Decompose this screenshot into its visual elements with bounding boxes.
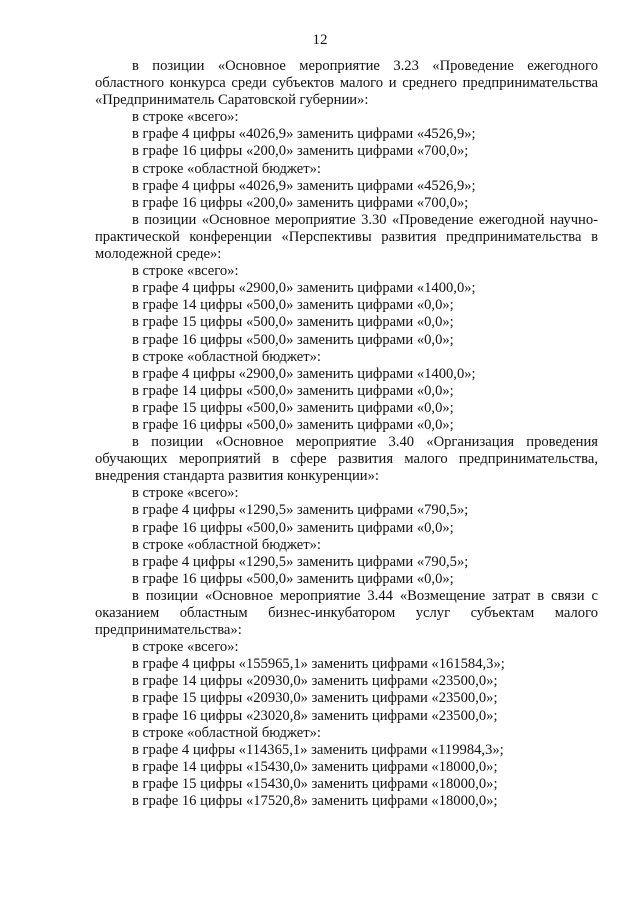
document-line: в графе 4 цифры «4026,9» заменить цифрами «4526,9»;: [132, 177, 476, 194]
document-line: в графе 16 цифры «23020,8» заменить цифрами «23500,0»;: [132, 707, 498, 724]
document-line: в строке «областной бюджет»:: [132, 160, 321, 177]
document-line: в строке «всего»:: [132, 263, 239, 280]
document-line: в строке «всего»:: [132, 109, 239, 126]
document-line: в графе 16 цифры «500,0» заменить цифрами «0,0»;: [132, 519, 454, 536]
document-line: в графе 16 цифры «200,0» заменить цифрами «700,0»;: [132, 143, 469, 160]
document-line: в графе 15 цифры «500,0» заменить цифрами «0,0»;: [132, 399, 454, 416]
document-paragraph: в позиции «Основное мероприятие 3.30 «Проведение ежегодной научно-практической конференции «Перспективы развития предпринимательства в молодежной среде»:: [95, 211, 598, 263]
document-line: в графе 16 цифры «500,0» заменить цифрами «0,0»;: [132, 570, 454, 587]
document-line: в графе 4 цифры «2900,0» заменить цифрами «1400,0»;: [132, 365, 476, 382]
document-paragraph: в позиции «Основное мероприятие 3.44 «Возмещение затрат в связи с оказанием областным бизнес-инкубатором услуг субъектам малого предпринимательства»:: [95, 587, 598, 639]
document-line: в графе 16 цифры «500,0» заменить цифрами «0,0»;: [132, 416, 454, 433]
document-line: в строке «областной бюджет»:: [132, 536, 321, 553]
document-line: в графе 15 цифры «15430,0» заменить цифрами «18000,0»;: [132, 775, 498, 792]
document-paragraph: в позиции «Основное мероприятие 3.23 «Проведение ежегодного областного конкурса среди субъектов малого и среднего предпринимательства «Предприниматель Саратовской губернии»:: [95, 58, 598, 109]
document-line: в графе 14 цифры «15430,0» заменить цифрами «18000,0»;: [132, 758, 498, 775]
document-line: в графе 4 цифры «114365,1» заменить цифрами «119984,3»;: [132, 741, 504, 758]
document-line: в графе 15 цифры «20930,0» заменить цифрами «23500,0»;: [132, 690, 498, 707]
document-line: в графе 4 цифры «2900,0» заменить цифрами «1400,0»;: [132, 280, 476, 297]
document-line: в графе 16 цифры «500,0» заменить цифрами «0,0»;: [132, 331, 454, 348]
document-line: в строке «областной бюджет»:: [132, 348, 321, 365]
document-line: в графе 4 цифры «1290,5» заменить цифрами «790,5»;: [132, 553, 469, 570]
document-line: в графе 16 цифры «200,0» заменить цифрами «700,0»;: [132, 194, 469, 211]
document-line: в графе 14 цифры «500,0» заменить цифрами «0,0»;: [132, 297, 454, 314]
document-body: [95, 58, 598, 810]
document-line: в графе 14 цифры «20930,0» заменить цифрами «23500,0»;: [132, 673, 498, 690]
document-line: в строке «всего»:: [132, 485, 239, 502]
document-line: в строке «областной бюджет»:: [132, 724, 321, 741]
document-line: в графе 4 цифры «1290,5» заменить цифрами «790,5»;: [132, 502, 469, 519]
document-line: в графе 4 цифры «4026,9» заменить цифрами «4526,9»;: [132, 126, 476, 143]
document-line: в строке «всего»:: [132, 639, 239, 656]
document-line: в графе 16 цифры «17520,8» заменить цифрами «18000,0»;: [132, 793, 498, 810]
document-line: в графе 14 цифры «500,0» заменить цифрами «0,0»;: [132, 382, 454, 399]
page-number: 12: [312, 32, 328, 48]
document-line: в графе 15 цифры «500,0» заменить цифрами «0,0»;: [132, 314, 454, 331]
document-line: в графе 4 цифры «155965,1» заменить цифрами «161584,3»;: [132, 656, 505, 673]
document-paragraph: в позиции «Основное мероприятие 3.40 «Организация проведения обучающих мероприятий в сфере развития малого предпринимательства, внедрения стандарта развития конкуренции»:: [95, 434, 598, 485]
